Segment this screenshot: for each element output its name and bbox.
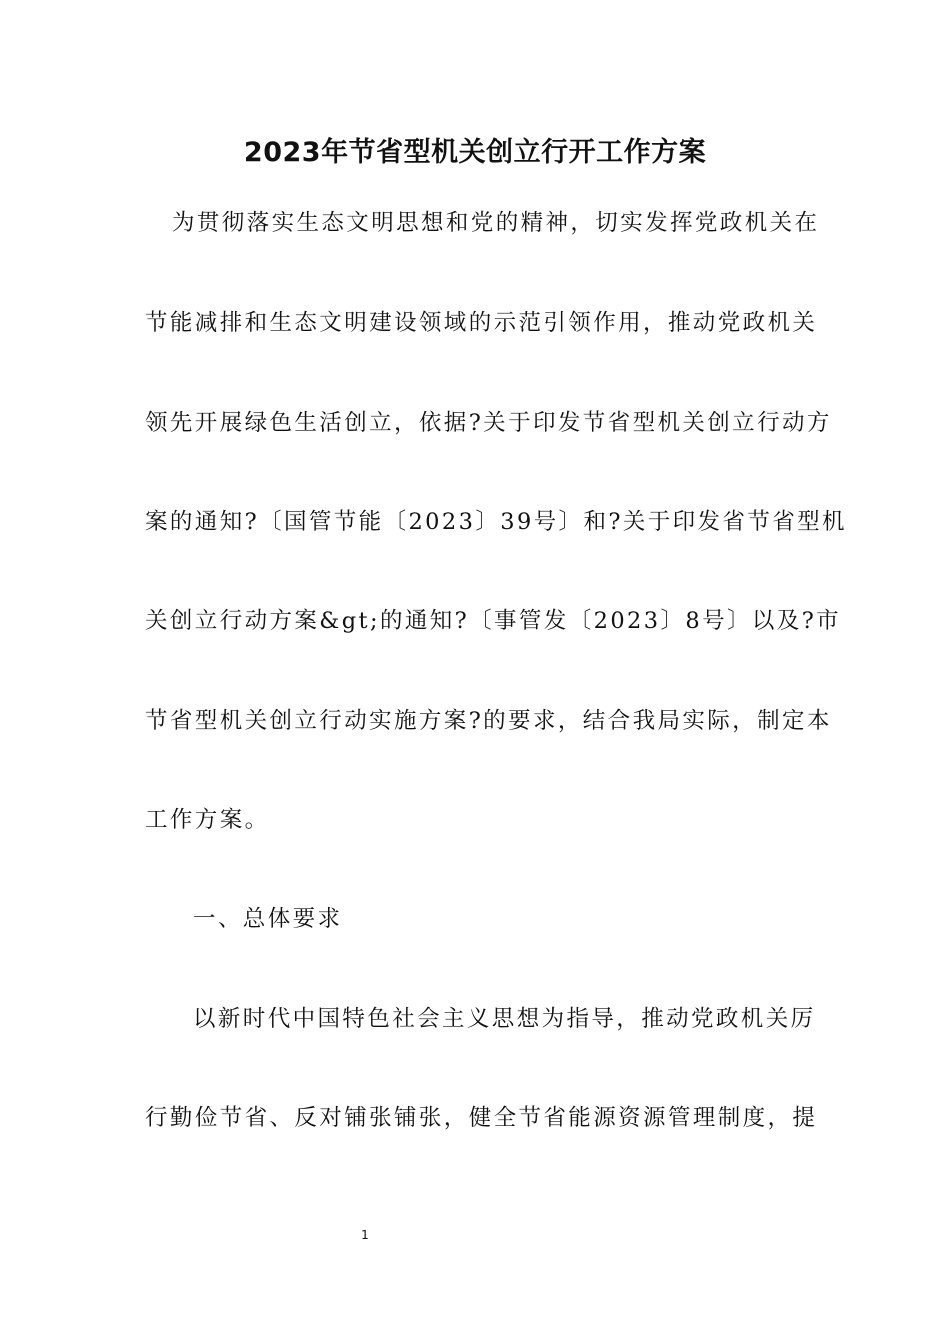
paragraph-line: 关创立行动方案&gt;的通知?〔事管发〔2023〕8号〕以及?市 <box>145 608 842 634</box>
paragraph-line: 工作方案。 <box>145 807 270 833</box>
paragraph-line: 领先开展绿色生活创立，依据?关于印发节省型机关创立行动方 <box>145 410 832 436</box>
section-heading: 一、总体要求 <box>193 906 343 932</box>
paragraph-line: 案的通知?〔国管节能〔2023〕39号〕和?关于印发省节省型机 <box>145 509 847 535</box>
paragraph-line: 节能减排和生态文明建设领域的示范引领作用，推动党政机关 <box>145 310 818 336</box>
document-title: 2023年节省型机关创立行开工作方案 <box>243 137 707 168</box>
paragraph-line: 行勤俭节省、反对铺张铺张，健全节省能源资源管理制度，提 <box>145 1105 818 1131</box>
paragraph-line: 节省型机关创立行动实施方案?的要求，结合我局实际，制定本 <box>145 708 832 734</box>
page-number: 1 <box>361 1228 369 1242</box>
paragraph-line: 以新时代中国特色社会主义思想为指导，推动党政机关厉 <box>193 1006 816 1032</box>
paragraph-line: 为贯彻落实生态文明思想和党的精神，切实发挥党政机关在 <box>172 210 820 236</box>
